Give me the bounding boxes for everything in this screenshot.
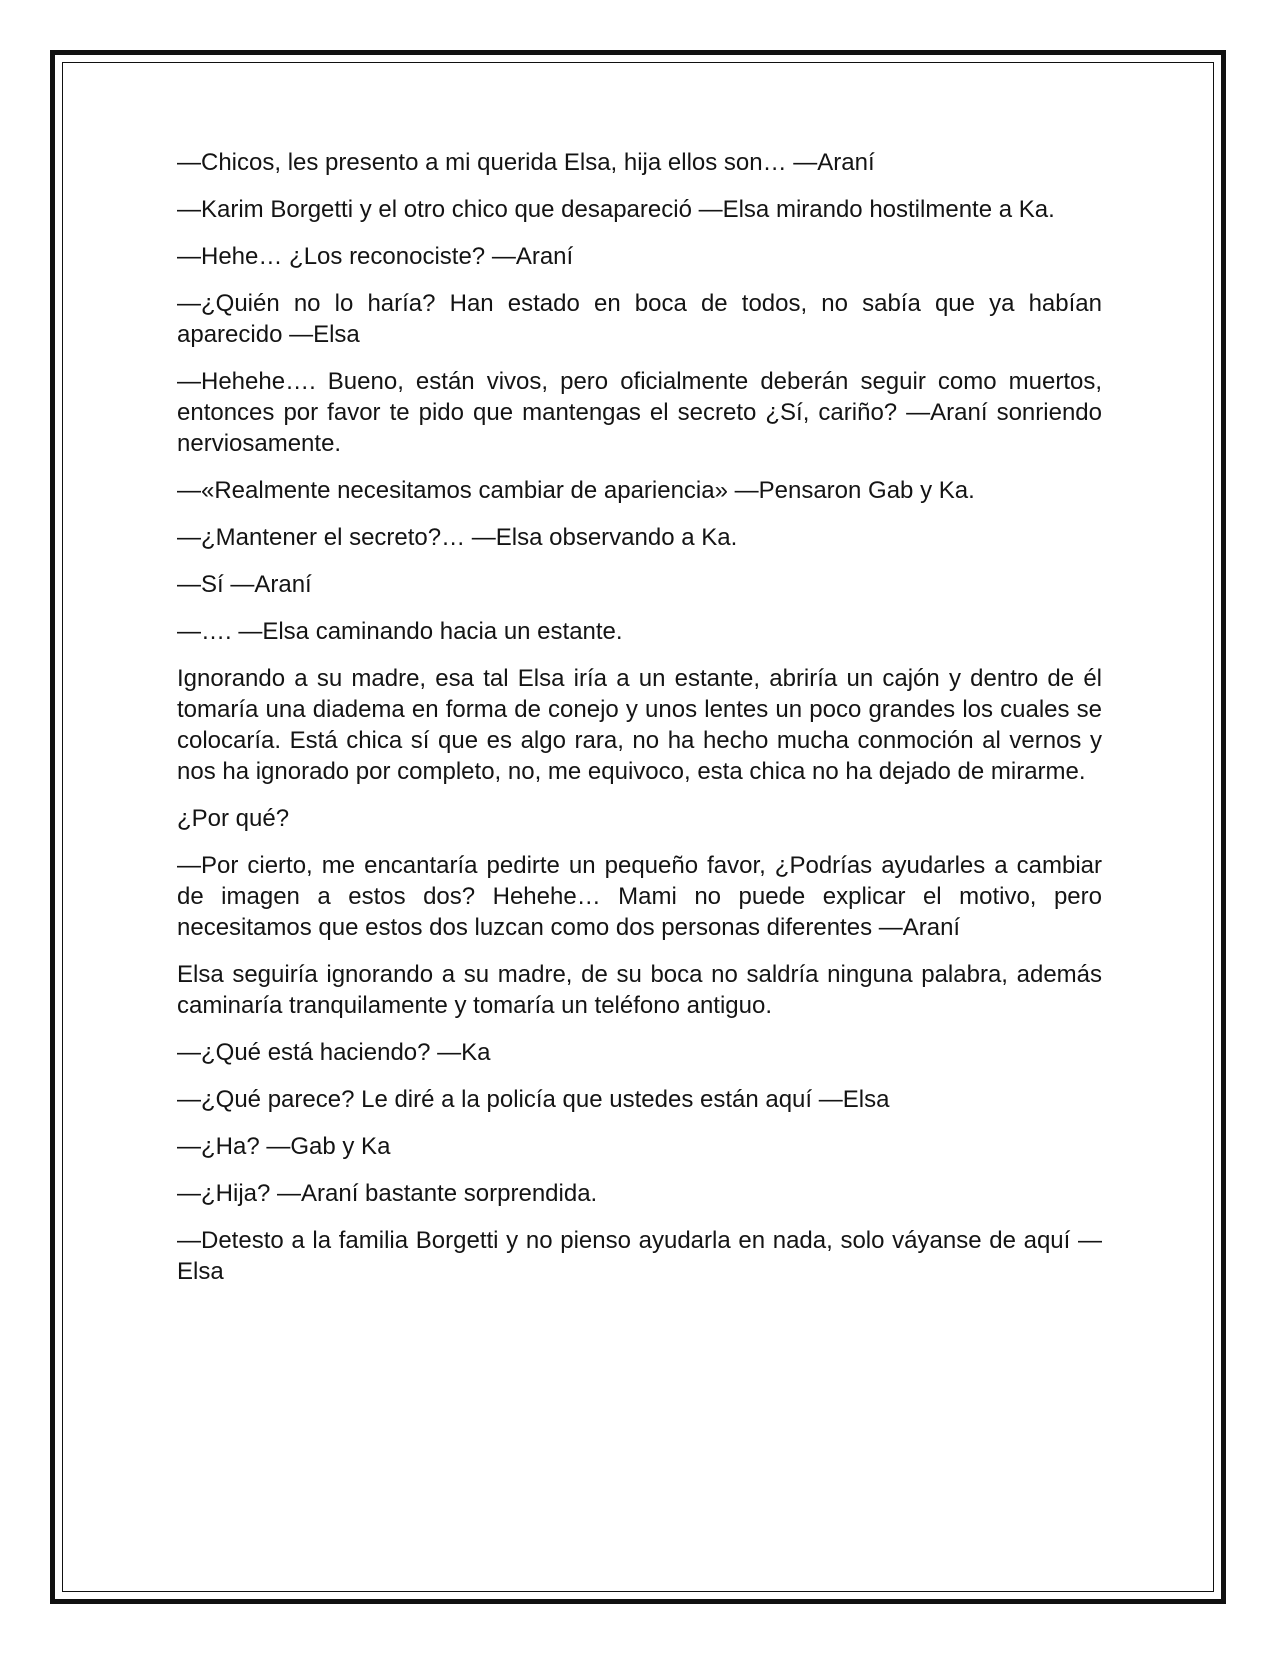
paragraph: —¿Quién no lo haría? Han estado en boca de todos, no sabía que ya habían aparecido —Elsa xyxy=(177,290,1102,348)
paragraph: —Karim Borgetti y el otro chico que desapareció —Elsa mirando hostilmente a Ka. xyxy=(177,196,1055,223)
paragraph: —Chicos, les presento a mi querida Elsa, hija ellos son… —Araní xyxy=(177,149,875,176)
paragraph: ¿Por qué? xyxy=(177,805,290,832)
paragraph: Elsa seguiría ignorando a su madre, de su boca no saldría ninguna palabra, además caminaría tranquilamente y tomaría un teléfono antiguo. xyxy=(177,961,1102,1019)
paragraph: —Detesto a la familia Borgetti y no pienso ayudarla en nada, solo váyanse de aquí —Elsa xyxy=(177,1227,1102,1285)
document-body xyxy=(177,147,1102,1303)
paragraph: —Hehe… ¿Los reconociste? —Araní xyxy=(177,243,574,270)
paragraph: —Por cierto, me encantaría pedirte un pequeño favor, ¿Podrías ayudarles a cambiar de imagen a estos dos? Hehehe… Mami no puede explicar el motivo, pero necesitamos que estos dos luzcan como dos personas diferentes —Araní xyxy=(177,852,1102,941)
paragraph: —¿Qué parece? Le diré a la policía que ustedes están aquí —Elsa xyxy=(177,1086,890,1113)
paragraph: —Hehehe…. Bueno, están vivos, pero oficialmente deberán seguir como muertos, entonces por favor te pido que mantengas el secreto ¿Sí, cariño? —Araní sonriendo nerviosamente. xyxy=(177,368,1102,457)
paragraph: —…. —Elsa caminando hacia un estante. xyxy=(177,618,623,645)
paragraph: —¿Mantener el secreto?… —Elsa observando a Ka. xyxy=(177,524,738,551)
paragraph: —¿Ha? —Gab y Ka xyxy=(177,1133,391,1160)
paragraph: Ignorando a su madre, esa tal Elsa iría a un estante, abriría un cajón y dentro de él tomaría una diadema en forma de conejo y unos lentes un poco grandes los cuales se colocaría. Está chica sí que es algo rara, no ha hecho mucha conmoción al vernos y nos ha ignorado por completo, no, me equivoco, esta chica no ha dejado de mirarme. xyxy=(177,665,1102,785)
paragraph: —¿Qué está haciendo? —Ka xyxy=(177,1039,491,1066)
paragraph: —Sí —Araní xyxy=(177,571,312,598)
paragraph: —¿Hija? —Araní bastante sorprendida. xyxy=(177,1180,598,1207)
paragraph: —«Realmente necesitamos cambiar de apariencia» —Pensaron Gab y Ka. xyxy=(177,477,975,504)
